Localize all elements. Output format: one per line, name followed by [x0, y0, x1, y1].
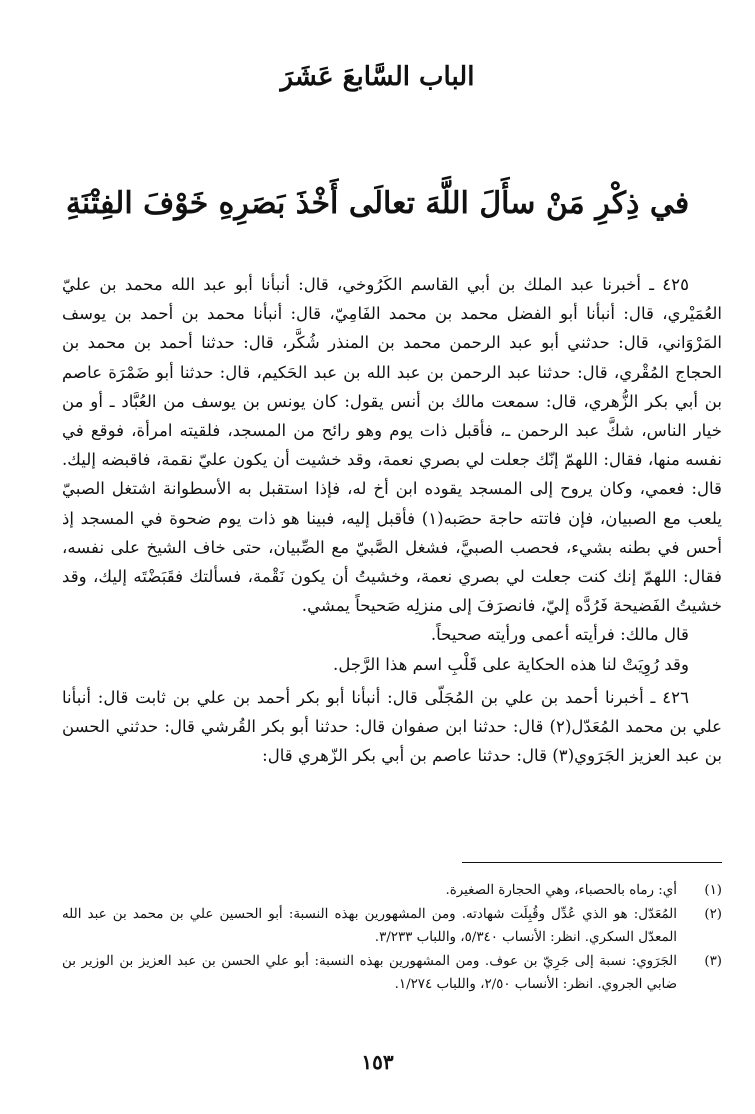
chapter-title: الباب السَّابعَ عَشَرَ — [280, 62, 475, 92]
footnote-2 — [62, 904, 722, 949]
footnote-text: الجَرَوي: نسبة إلى جَرِيّ بن عوف. ومن المشهورين بهذه النسبة: أبو علي الحسن بن عبد العزيز بن الوزير بن ضابي الجروي. انظر: الأنساب ٢/٥٠، واللباب ١/٢٧٤. — [62, 954, 677, 992]
page-number: ١٥٣ — [361, 1050, 394, 1074]
footnote-number: (٢) — [704, 907, 722, 923]
footnote-number: (١) — [704, 883, 722, 898]
footnote-number: (٣) — [704, 954, 722, 970]
footnotes — [62, 880, 722, 998]
paragraph-narration-425: ٤٢٥ ـ أخبرنا عبد الملك بن أبي القاسم الكَرُوخي، قال: أنبأنا أبو عبد الله محمد بن عليّ العُمَيْري، قال: أنبأنا أبو الفضل محمد بن محمد الفَامِيّ، قال: أنبأنا محمد بن أحمد بن يوسف المَرْوَاني، قال: حدثني أبو عبد الرحمن محمد بن المنذر شُكَّر، قال: حدثنا أحمد بن محمد بن الحجاج المُقْري، قال: حدثنا عبد الرحمن بن عبد الله بن عبد الحَكيم، قال: حدثنا أبو ضَمْرَة عاصم بن أبي بكر الزُّهري، قال: سمعت مالك بن أنس يقول: كان يونس بن يوسف من العُبَّاد ـ أو من خيار الناس، شكَّ عبد الرحمن ـ، فأقبل ذات يوم وهو رائح من المسجد، فلقيته امرأة، فوقع في نفسه منها، فقال: اللهمّ إنّك جعلت لي بصري نعمة، وقد خشيت أن يكون عليّ نقمة، فاقبضه إليك. قال: فعمي، وكان يروح إلى المسجد يقوده ابن أخ له، فإذا استقبل به الأسطوانة اشتغل الصبيّ يلعب مع الصبيان، فإن فاتته حاجة حصَبه(١) فأقبل إليه، فبينا هو ذات يوم ضحوة في المسجد إذ أحس في بطنه بشيء، فحصب الصبيَّ، فشغل الصَّبيّ مع الصِّبيان، حتى خاف الشيخ على نفسه، فقال: اللهمّ إنك كنت جعلت لي بصري نعمة، وخشيتُ أن يكون نَقْمة، فسألتك فقَبَضْتَه إليك، وقد خشيتُ الفَضيحة فَرُدَّه إليّ، فانصرَفَ إلى منزلِه صَحيحاً يمشي. — [62, 275, 723, 616]
footnote-text: أي: رماه بالحصباء، وهي الحجارة الصغيرة. — [445, 883, 677, 898]
paragraph-variant-note: وقد رُوِيَتْ لنا هذه الحكاية على قَلْبِ اسم هذا الرَّجل. — [333, 654, 689, 674]
paragraph-narration-426: ٤٢٦ ـ أخبرنا أحمد بن علي بن المُجَلّى قال: أنبأنا أبو بكر أحمد بن علي بن ثابت قال: أنبأنا علي بن محمد المُعَدّل(٢) قال: حدثنا ابن صفوان قال: حدثنا أبو بكر القُرشي قال: حدثني الحسن بن عبد العزيز الجَرَوي(٣) قال: حدثنا عاصم بن أبي بكر الزّهري قال: — [62, 687, 722, 766]
footnote-text: المُعَدّل: هو الذي عُدِّل وقُبِلَت شهادته. ومن المشهورين بهذه النسبة: أبو الحسين علي بن محمد بن عبد الله المعدّل السكري. انظر: الأنساب ٥/٣٤٠، واللباب ٣/٢٣٣. — [62, 907, 677, 945]
section-title: في ذِكْرِ مَنْ سأَلَ اللَّهَ تعالَى أَخْذَ بَصَرِهِ خَوْفَ الفِتْنَةِ — [65, 186, 690, 221]
footnote-divider — [462, 862, 722, 863]
footnote-1 — [62, 880, 722, 902]
paragraph-malik-remark: قال مالك: فرأيته أعمى ورأيته صحيحاً. — [430, 625, 689, 645]
main-text — [62, 270, 722, 770]
footnote-3 — [62, 951, 722, 996]
